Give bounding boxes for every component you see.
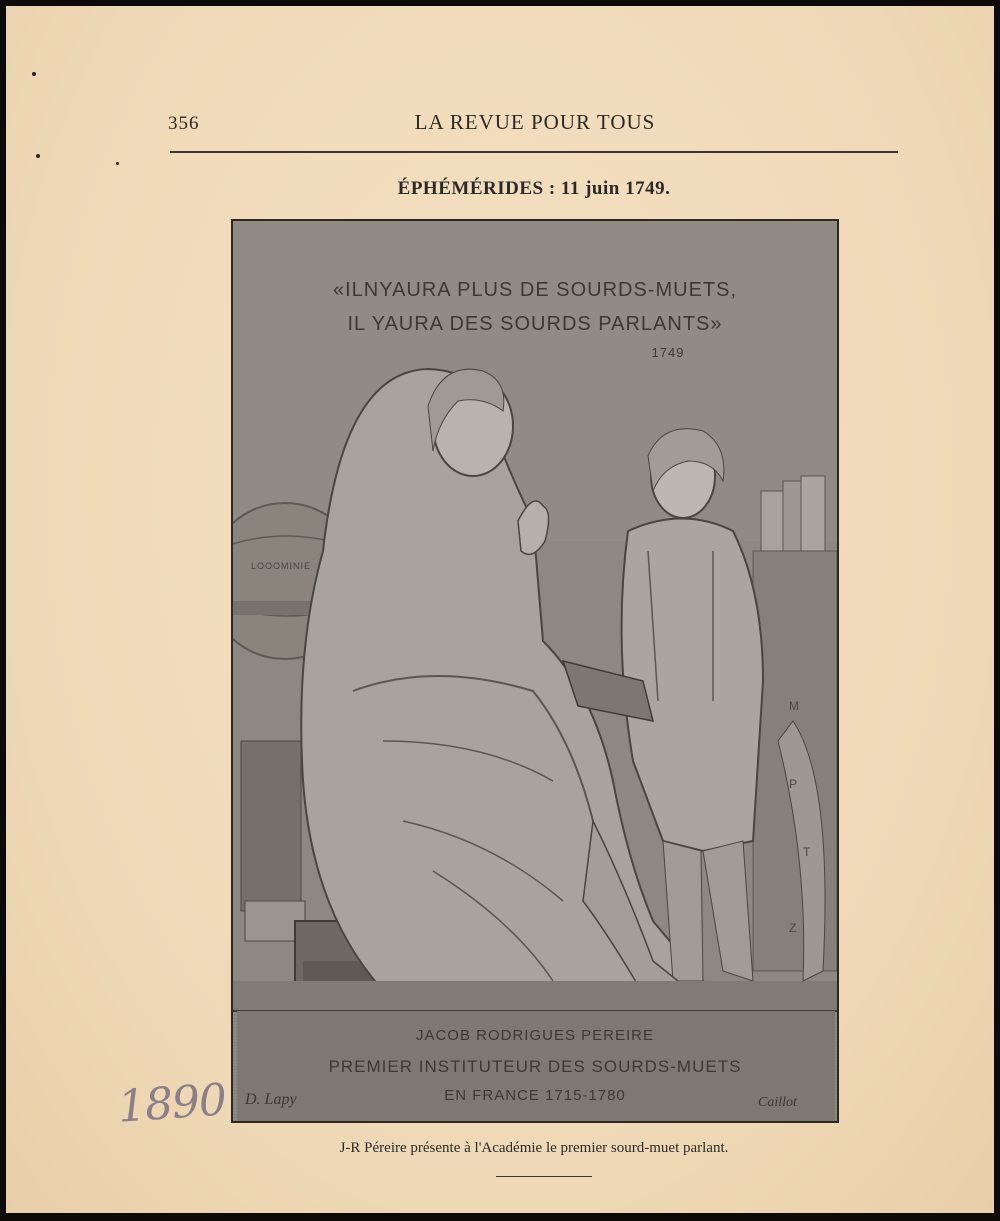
ink-speck <box>32 72 36 76</box>
handwritten-year: 1890 <box>116 1074 228 1133</box>
caption-divider <box>496 1176 592 1177</box>
plinth-title: PREMIER INSTITUTEUR DES SOURDS-MUETS <box>328 1057 742 1076</box>
inscription-line-2: IL YAURA DES SOURDS PARLANTS» <box>347 313 723 335</box>
page-number: 356 <box>168 113 200 134</box>
inscription-line-1: «ILNYAURA PLUS DE SOURDS-MUETS, <box>332 279 738 301</box>
engraving-artwork <box>233 221 837 1121</box>
engraving-illustration <box>231 219 839 1123</box>
alphabet-letter: T <box>803 845 812 859</box>
globe-inscription: LOOOMINIE <box>251 561 312 571</box>
article-heading: ÉPHÉMÉRIDES : 11 juin 1749. <box>397 178 671 199</box>
ink-speck <box>36 154 40 158</box>
ink-speck <box>116 162 119 165</box>
alphabet-letter: Z <box>789 921 798 935</box>
artist-signature: D. Lapy <box>245 1091 297 1108</box>
plinth-dates: EN FRANCE 1715-1780 <box>444 1087 626 1104</box>
engraver-signature: Caillot <box>758 1095 797 1110</box>
alphabet-letter: M <box>789 699 800 713</box>
inscription-year: 1749 <box>651 345 685 360</box>
plinth-name: JACOB RODRIGUES PEREIRE <box>415 1027 655 1044</box>
illustration-caption: J-R Péreire présente à l'Académie le premier sourd-muet parlant. <box>339 1140 729 1156</box>
alphabet-letter: P <box>789 777 799 791</box>
header-divider <box>170 151 898 153</box>
publication-title: LA REVUE POUR TOUS <box>414 110 656 134</box>
